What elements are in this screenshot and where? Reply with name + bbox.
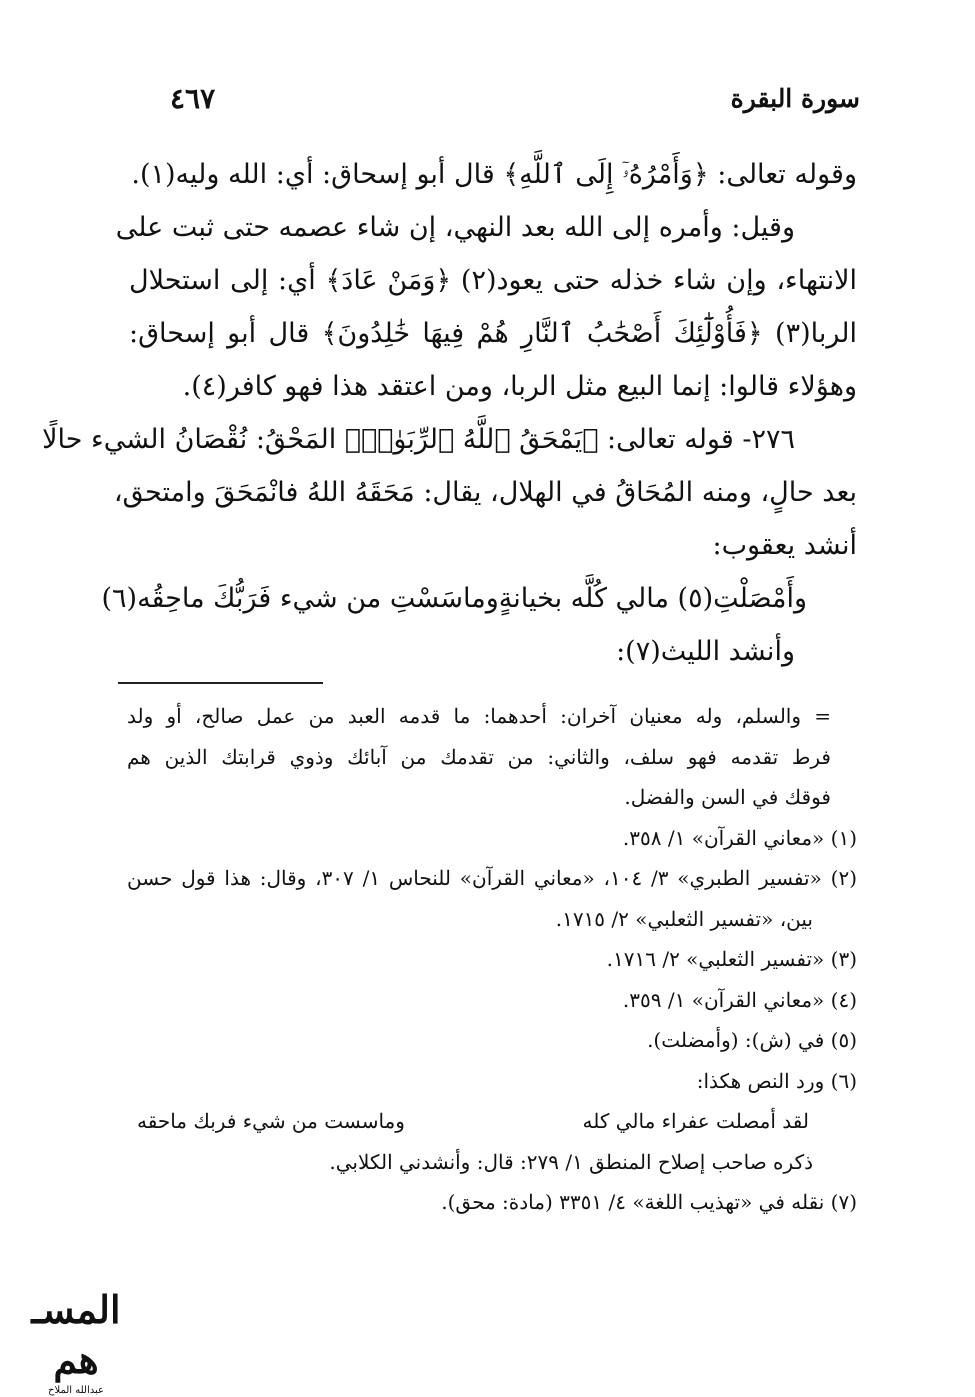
- page-number: ٤٦٧: [170, 82, 216, 115]
- footnote-separator: [118, 682, 323, 684]
- footnote-line: بين، «تفسير الثعلبي» ٢/ ١٧١٥.: [555, 906, 813, 931]
- text-line: وأنشد الليث(٧):: [616, 636, 795, 667]
- page-header: [170, 84, 860, 124]
- footnote-line: فرط تقدمه فهو سلف، والثاني: من تقدمك من آبائك وذوي قرابتك الذين هم: [127, 744, 831, 769]
- main-text: [42, 148, 857, 678]
- logo-subtext: عبدالله الملاح: [48, 1385, 104, 1396]
- footnote-verse-first: لقد أمصلت عفراء مالي كله: [582, 1109, 809, 1133]
- footnote-line: ذكره صاحب إصلاح المنطق ١/ ٢٧٩: قال: وأنشدني الكلابي.: [329, 1149, 813, 1174]
- verse-first-hemistich: وأَمْصَلْتِ(٥) مالي كُلَّه بخيانةٍ: [498, 583, 807, 614]
- text-line: وقيل: وأمره إلى الله بعد النهي، إن شاء عصمه حتى ثبت على: [115, 212, 795, 243]
- footnote-line: (٣) «تفسير الثعلبي» ٢/ ١٧١٦.: [606, 947, 857, 971]
- watermark-logo: [6, 1285, 146, 1396]
- footnotes: [127, 696, 857, 1223]
- footnote-verse-second: وماسست من شيء فربك ماحقه: [137, 1109, 405, 1133]
- surah-title: سورة البقرة: [730, 84, 860, 113]
- footnote-verse: [127, 1101, 857, 1142]
- text-line: ٢٧٦- قوله تعالى: ﴿يَمْحَقُ ٱللَّهُ ٱلرِّبَوٰا۟﴾ المَحْقُ: نُقْصَانُ الشيء حالًا: [42, 424, 795, 455]
- footnote-line: (١) «معاني القرآن» ١/ ٣٥٨.: [622, 825, 857, 850]
- footnote-line: (٤) «معاني القرآن» ١/ ٣٥٩.: [622, 987, 857, 1012]
- text-line: وقوله تعالى: ﴿وَأَمْرُهُۥٓ إِلَى ٱللَّهِ﴾ قال أبو إسحاق: أي: الله وليه(١).: [131, 159, 857, 190]
- footnote-line: (٦) ورد النص هكذا:: [696, 1068, 857, 1093]
- footnote-line: (٧) نقله في «تهذيب اللغة» ٤/ ٣٣٥١ (مادة: محق).: [441, 1190, 857, 1214]
- text-line: الربا(٣) ﴿فَأُوْلَٰٓئِكَ أَصْحَٰبُ ٱلنَّارِ هُمْ فِيهَا خَٰلِدُونَ﴾ قال أبو إسحاق:: [129, 318, 857, 349]
- footnote-line: = والسلم، وله معنيان آخران: أحدهما: ما قدمه العبد من عمل صالح، أو ولد: [127, 704, 831, 728]
- logo-text: المسـ هم: [31, 1287, 121, 1382]
- text-line: بعد حالٍ، ومنه المُحَاقُ في الهلال، يقال: مَحَقَهُ اللهُ فانْمَحَقَ وامتحق،: [113, 477, 857, 508]
- footnote-line: (٥) في (ش): (وأمضلت).: [647, 1028, 857, 1052]
- verse-second-hemistich: وماسَسْتِ من شيء فَرَبُّكَ ماحِقُه(٦): [101, 583, 499, 614]
- footnote-line: (٢) «تفسير الطبري» ٣/ ١٠٤، «معاني القرآن» للنحاس ١/ ٣٠٧، وقال: هذا قول حسن: [127, 866, 857, 890]
- footnote-line: فوقك في السن والفضل.: [624, 785, 831, 809]
- text-line: أنشد يعقوب:: [712, 530, 857, 561]
- text-line: الانتهاء، وإن شاء خذله حتى يعود(٢) ﴿وَمَنْ عَادَ﴾ أي: إلى استحلال: [129, 265, 857, 296]
- poetry-verse: [101, 572, 857, 625]
- text-line: وهؤلاء قالوا: إنما البيع مثل الربا، ومن اعتقد هذا فهو كافر(٤).: [182, 371, 857, 402]
